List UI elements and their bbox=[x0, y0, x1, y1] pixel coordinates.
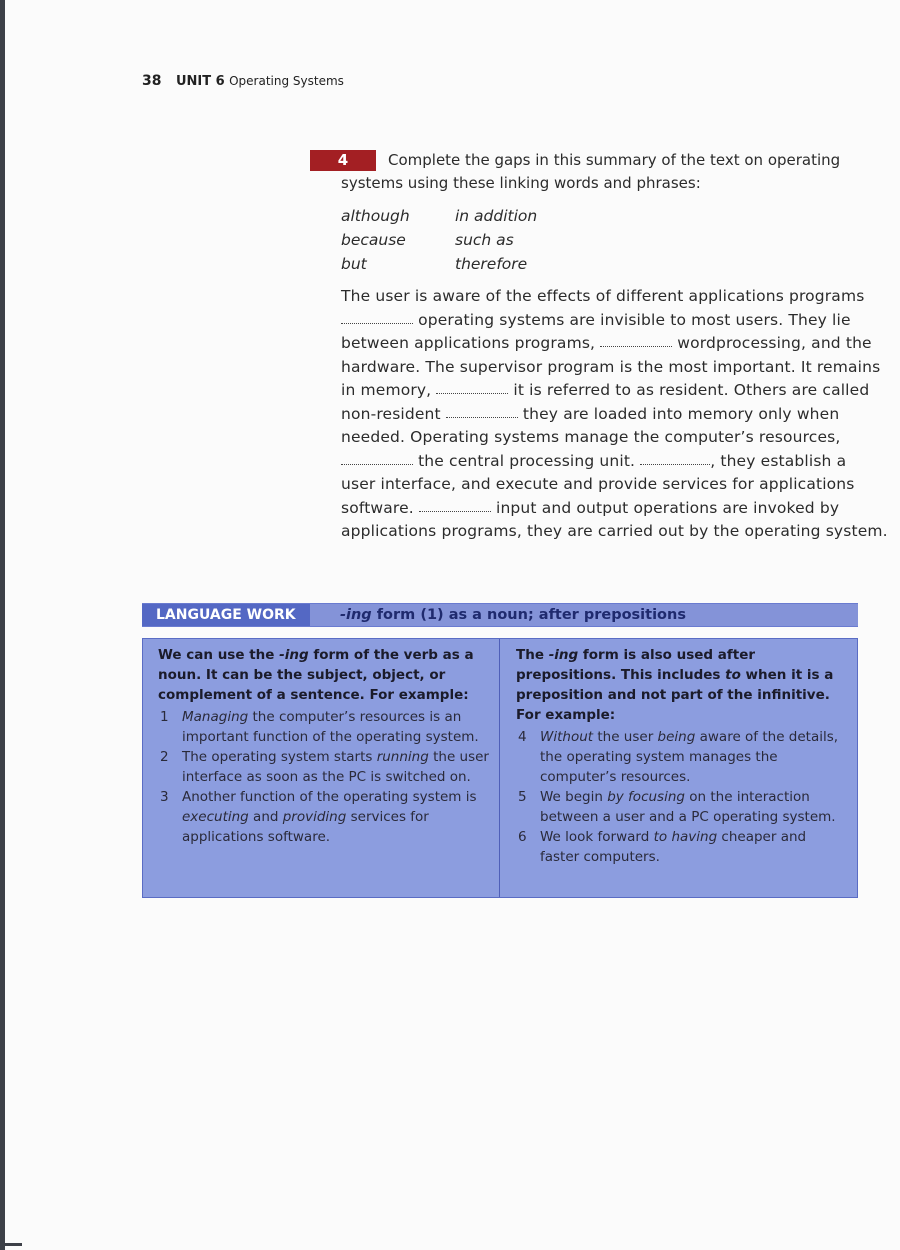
example-text: The operating system starts bbox=[182, 749, 377, 765]
example-text: We begin bbox=[540, 789, 608, 805]
summary-text: applications programs, they are carried out by the operating system. bbox=[341, 522, 888, 540]
summary-text: , they establish a bbox=[710, 451, 847, 470]
example-text: cheaper and faster computers. bbox=[540, 829, 807, 865]
example-italic: running bbox=[376, 749, 429, 765]
rule-heading bbox=[516, 645, 847, 725]
rule-text-italic: -ing bbox=[548, 647, 579, 663]
running-head bbox=[142, 73, 344, 89]
example-text: We look forward bbox=[540, 829, 654, 845]
example-text: aware of the details, the operating system manages the computer’s resources. bbox=[540, 729, 839, 785]
rule-text: form of the verb as a noun. It can be the subject, object, or complement of a sentence. For example: bbox=[158, 647, 474, 703]
example-number: 3 bbox=[160, 789, 169, 805]
example-italic: Managing bbox=[182, 709, 249, 725]
page-number: 38 bbox=[142, 73, 162, 89]
language-work-header bbox=[142, 603, 858, 627]
linking-word: although bbox=[341, 207, 410, 225]
example-number: 2 bbox=[160, 749, 169, 765]
rule-text: when it is a preposition and not part of the infinitive. For example: bbox=[516, 667, 834, 723]
topic-italic: -ing bbox=[340, 607, 372, 623]
example-number: 6 bbox=[518, 829, 527, 845]
rule-text-italic: -ing bbox=[279, 647, 309, 663]
unit-label: UNIT 6 bbox=[175, 74, 225, 89]
summary-text: input and output operations are invoked by bbox=[496, 498, 840, 517]
example-number: 4 bbox=[518, 729, 527, 745]
answer-gap[interactable] bbox=[341, 313, 413, 323]
summary-text: in memory, bbox=[341, 381, 432, 399]
unit-title: Operating Systems bbox=[229, 74, 344, 88]
example-item bbox=[516, 787, 847, 827]
linking-word: such as bbox=[455, 231, 514, 249]
answer-gap[interactable] bbox=[341, 454, 413, 464]
summary-text: needed. Operating systems manage the computer’s resources, bbox=[341, 428, 841, 446]
summary-text: the central processing unit. bbox=[418, 451, 636, 470]
example-italic: to having bbox=[653, 829, 718, 845]
example-text: on the interaction between a user and a PC operating system. bbox=[540, 789, 836, 825]
example-number: 1 bbox=[160, 709, 169, 725]
example-italic: executing bbox=[182, 809, 249, 825]
rule-text: The bbox=[516, 647, 549, 663]
example-italic: providing bbox=[282, 809, 347, 825]
summary-text: wordprocessing, and the bbox=[677, 334, 872, 352]
summary-text: it is referred to as resident. Others are called bbox=[513, 381, 870, 399]
example-text: the user interface as soon as the PC is switched on. bbox=[182, 749, 489, 785]
example-item bbox=[158, 707, 489, 747]
language-work-box bbox=[142, 638, 858, 898]
gap-fill-summary bbox=[341, 285, 888, 544]
summary-text: The user is aware of the effects of different applications programs bbox=[341, 287, 865, 305]
summary-text: user interface, and execute and provide services for applications bbox=[341, 475, 855, 493]
language-work-label: LANGUAGE WORK bbox=[142, 604, 310, 626]
exercise-4 bbox=[337, 149, 888, 544]
summary-text: they are loaded into memory only when bbox=[522, 404, 840, 423]
example-item bbox=[158, 747, 489, 787]
topic-rest: form (1) as a noun; after prepositions bbox=[371, 607, 686, 623]
linking-word: therefore bbox=[455, 255, 528, 273]
example-text: the computer’s resources is an important function of the operating system. bbox=[182, 709, 479, 745]
summary-text: hardware. The supervisor program is the most important. It remains bbox=[341, 357, 881, 376]
example-item bbox=[516, 727, 847, 787]
example-italic: by focusing bbox=[607, 789, 685, 805]
answer-gap[interactable] bbox=[436, 384, 508, 394]
rule-column-noun bbox=[143, 639, 500, 897]
exercise-number-badge: 4 bbox=[310, 150, 376, 171]
page-edge bbox=[0, 0, 5, 1250]
example-number: 5 bbox=[518, 789, 527, 805]
example-text: services for applications software. bbox=[182, 809, 429, 845]
answer-gap[interactable] bbox=[600, 337, 672, 347]
example-text: and bbox=[248, 809, 283, 825]
linking-word: in addition bbox=[455, 207, 538, 225]
example-item bbox=[158, 787, 489, 847]
language-work-topic bbox=[340, 604, 686, 626]
linking-word: but bbox=[341, 255, 367, 273]
exercise-instruction: Complete the gaps in this summary of the text on operating systems using these linking words and phrases: bbox=[341, 151, 841, 192]
example-text: the user bbox=[593, 729, 658, 745]
linking-words-list bbox=[341, 204, 861, 276]
rule-text-italic: to bbox=[725, 667, 741, 683]
summary-text: between applications programs, bbox=[341, 334, 596, 352]
example-text: Another function of the operating system is bbox=[182, 789, 477, 805]
summary-text: non-resident bbox=[341, 404, 441, 423]
linking-word: because bbox=[341, 231, 406, 249]
example-italic: Without bbox=[540, 729, 594, 745]
rule-column-prepositions bbox=[500, 639, 857, 897]
answer-gap[interactable] bbox=[446, 407, 518, 417]
example-item bbox=[516, 827, 847, 867]
example-italic: being bbox=[657, 729, 696, 745]
summary-text: software. bbox=[341, 498, 414, 517]
summary-text: operating systems are invisible to most users. They lie bbox=[418, 310, 851, 329]
rule-heading bbox=[158, 645, 489, 705]
answer-gap[interactable] bbox=[419, 501, 491, 511]
rule-text: form is also used after prepositions. This includes bbox=[516, 647, 756, 683]
rule-text: We can use the bbox=[158, 647, 280, 663]
page-edge-foot bbox=[0, 1243, 22, 1246]
answer-gap[interactable] bbox=[640, 454, 710, 464]
